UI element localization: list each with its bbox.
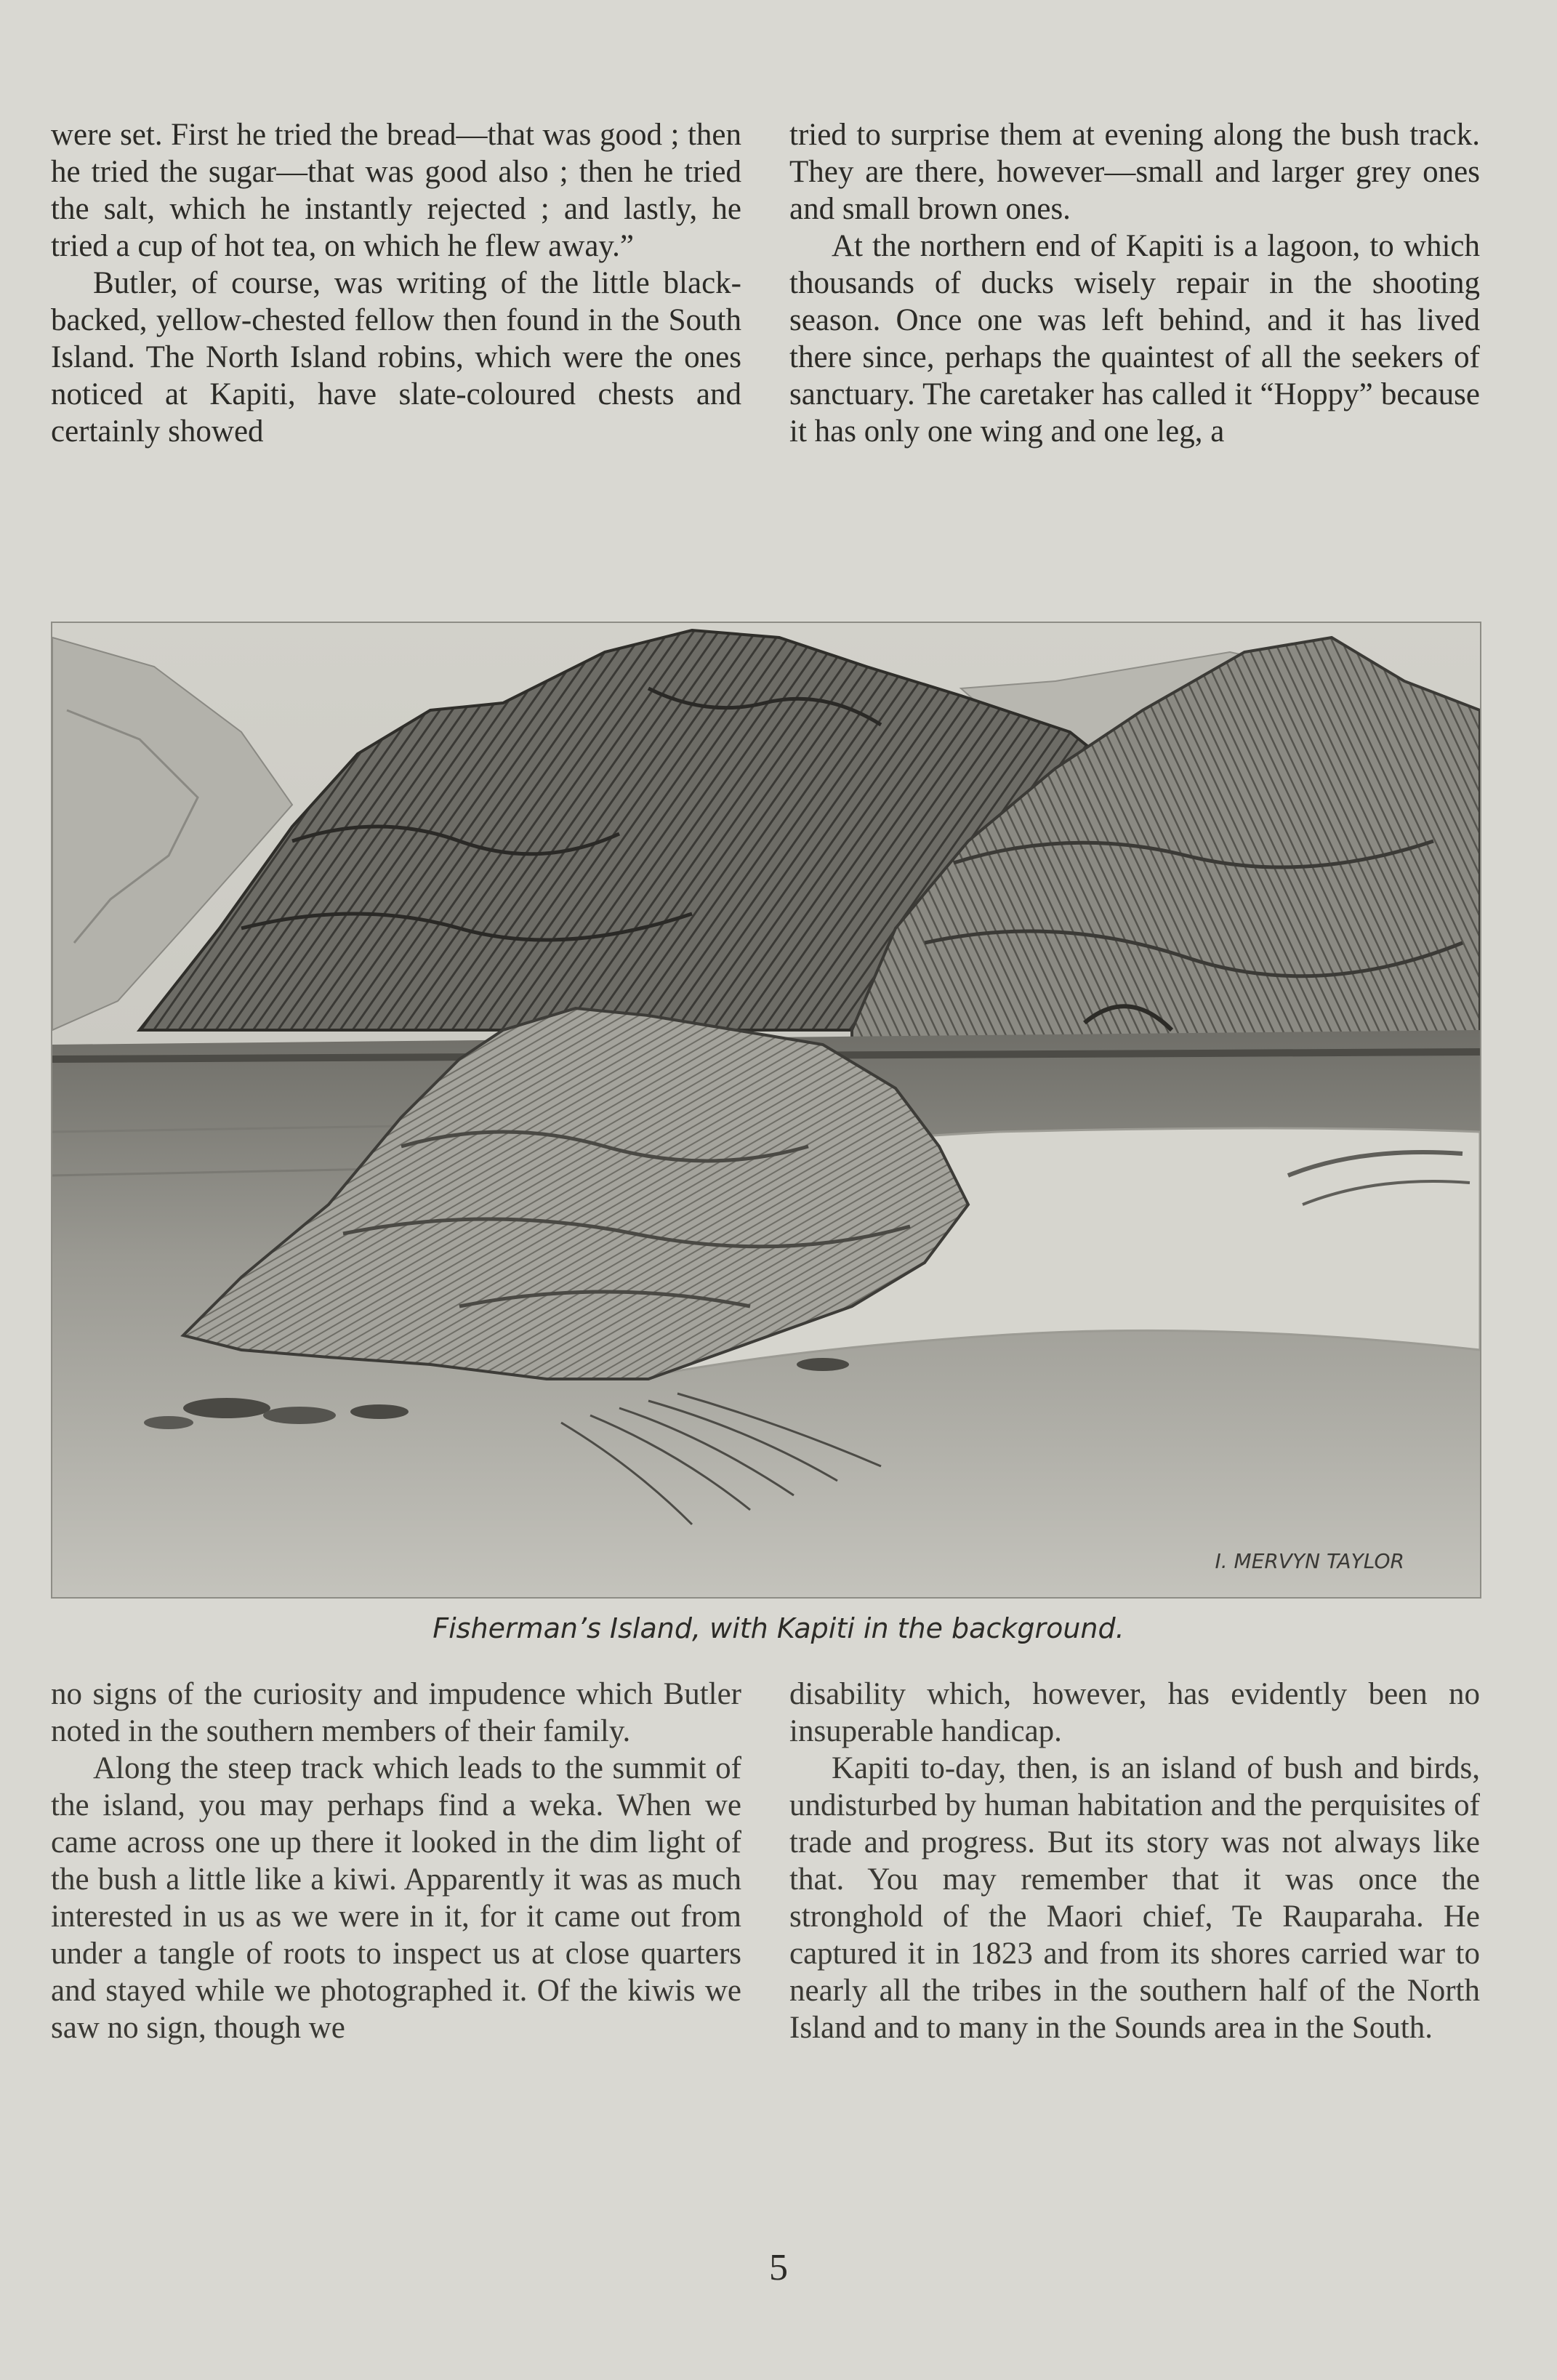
paragraph: Kapiti to-day, then, is an island of bush and birds, undisturbed by human habitation and the perquisites of trade and progress. But its story was not always like that. You may remember that it was once the stronghold of the Maori chief, Te Rauparaha. He captured it in 1823 and from its shores carried war to nearly all the tribes in the southern half of the North Island and to many in the Sounds area in the South. <box>789 1751 1480 2045</box>
figure-caption: Fisherman’s Island, with Kapiti in the background. <box>432 1612 1124 1644</box>
paragraph: were set. First he tried the bread—that was good ; then he tried the sugar—that was good also ; then he tried the salt, which he instantly rejected ; and lastly, he tried a cup of hot tea, on which he flew away.” <box>51 118 741 263</box>
paragraph: At the northern end of Kapiti is a lagoon, to which thousands of ducks wisely repair in the shooting season. Once one was left behind, and it has lived there since, perhaps the quaintest of all the seekers of sanctuary. The caretaker has called it “Hoppy” because it has only one wing and one leg, a <box>789 229 1480 449</box>
column-top-right <box>789 116 1480 450</box>
paragraph: no signs of the curiosity and impudence which Butler noted in the southern members of their family. <box>51 1677 741 1748</box>
page-number: 5 <box>769 2247 788 2288</box>
column-bottom-right <box>789 1676 1480 2046</box>
column-top-left <box>51 116 741 450</box>
illustration-fishermans-island <box>51 622 1481 1599</box>
paragraph: Along the steep track which leads to the summit of the island, you may perhaps find a weka. When we came across one up there it looked in the dim light of the bush a little like a kiwi. Apparently it was as much interested in us as we were in it, for it came out from under a tangle of roots to inspect us at close quarters and stayed while we photographed it. Of the kiwis we saw no sign, though we <box>51 1751 741 2045</box>
paragraph: Butler, of course, was writing of the little black-backed, yellow-chested fellow then found in the South Island. The North Island robins, which were the ones noticed at Kapiti, have slate-coloured chests and certainly showed <box>51 266 741 449</box>
paragraph: disability which, however, has evidently been no insuperable handicap. <box>789 1677 1480 1748</box>
artist-signature: I. MERVYN TAYLOR <box>1215 1549 1404 1573</box>
landscape-drawing <box>52 623 1480 1597</box>
paragraph: tried to surprise them at evening along the bush track. They are there, however—small and larger grey ones and small brown ones. <box>789 118 1480 226</box>
column-bottom-left <box>51 1676 741 2046</box>
